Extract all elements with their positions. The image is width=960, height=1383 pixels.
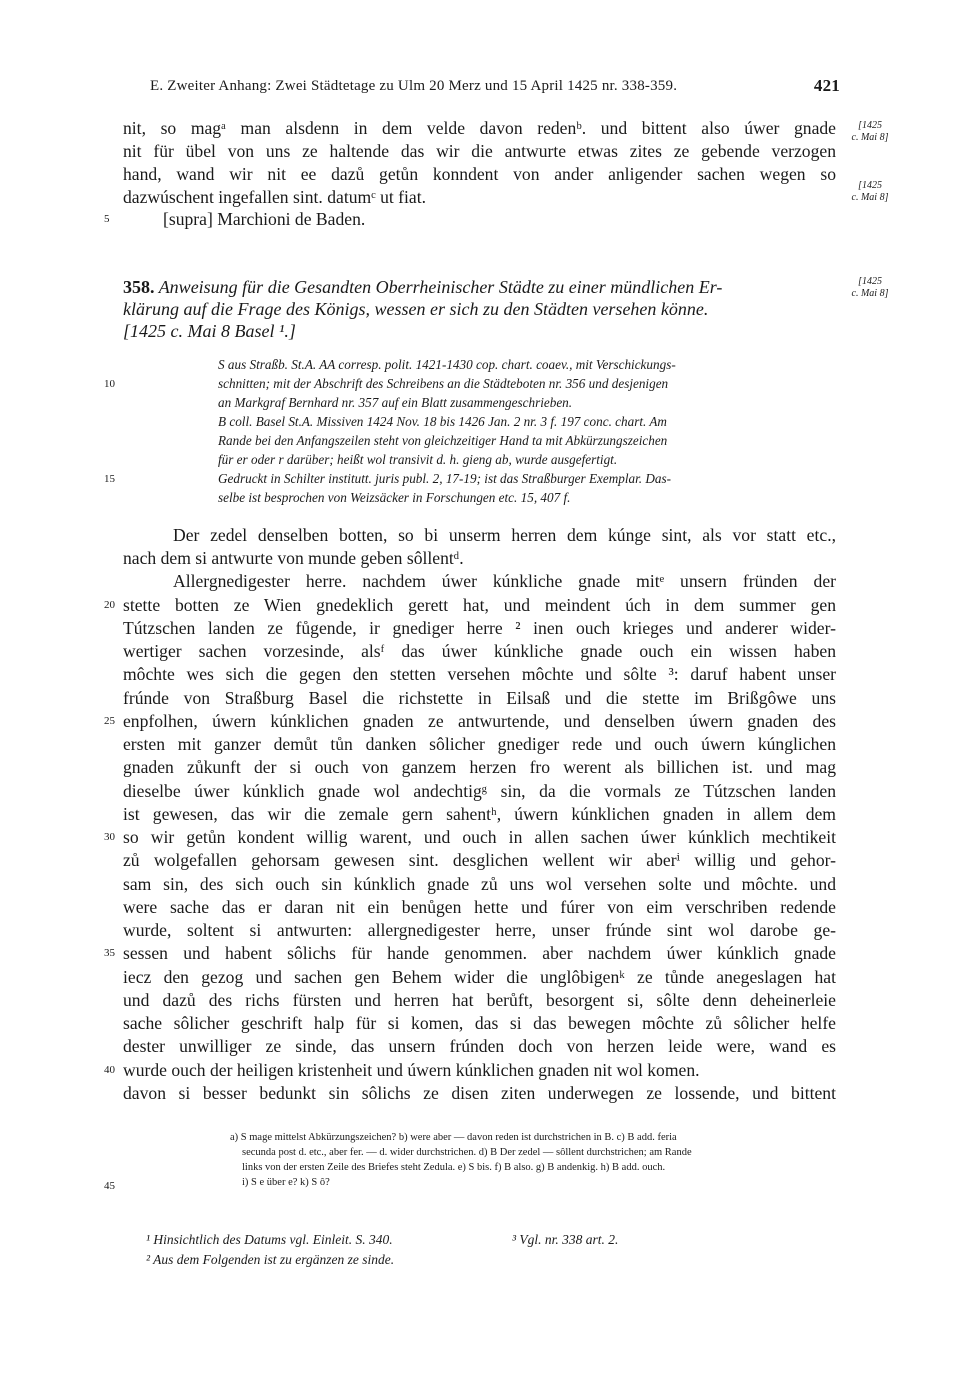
margin-date-day: c. Mai 8] [851,288,889,299]
line-number: 10 [104,378,115,390]
margin-date [840,120,900,144]
section-title-line [123,276,836,298]
body-line: gnaden zůkunft der si ouch von ganzem herzen fro werent als billichen ist. und mag [123,757,836,777]
body-line: were sache das er daran nit ein benůgen hette und fúrer von eim verschriben redende [123,897,836,917]
body-line: nach dem si antwurte von munde geben sôllentᵈ. [123,548,464,568]
variant-note: links von der ersten Zeile des Briefes steht Zedula. e) S bis. f) B also. g) B andenkig. h) B add. ouch. [242,1162,666,1173]
footnote: ³ Vgl. nr. 338 art. 2. [512,1232,619,1247]
body-line: wurde ouch der heiligen kristenheit und úwern kúnklichen gnaden nit wol komen. [123,1060,700,1080]
section-title-line: klärung auf die Frage des Königs, wessen er sich zu den Städten versehen könne. [123,299,709,319]
margin-date-day: c. Mai 8] [851,192,889,203]
text-line: dazwúschent ingefallen sint. datumᶜ ut fiat. [123,187,427,207]
body-line: und dazů des richs fürsten und herren hat berůft, besorgent si, sôlte denn deheinerleie [123,990,836,1010]
line-number: 30 [104,831,115,843]
body-line: Tútzschen landen ze fůgende, ir gnediger herre ² inen ouch krieges und anderer wider- [123,618,836,638]
source-line: für er oder r darüber; heißt wol transivit d. h. gieng ab, wurde ausgefertigt. [218,452,618,467]
body-line: frúnde von Straßburg Basel die richstette in Eilsaß und die stette im Brißgôwe uns [123,688,836,708]
running-title: E. Zweiter Anhang: Zwei Städtetage zu Ulm 20 Merz und 15 April 1425 nr. 338-359. [150,78,678,94]
footnote: ¹ Hinsichtlich des Datums vgl. Einleit. S. 340. [146,1232,393,1247]
source-line: Rande bei den Anfangszeilen steht von gleichzeitiger Hand ta mit Abkürzungszeichen [218,433,668,448]
source-line: B coll. Basel St.A. Missiven 1424 Nov. 18 bis 1426 Jan. 2 nr. 3 f. 197 conc. chart. Am [218,414,667,429]
margin-date [840,180,900,204]
body-line: enpfolhen, úwern kúnklichen gnaden ze antwurtende, und denselben úwern gnaden des [123,711,836,731]
body-line: ist gewesen, das wir die zemale gern sahentʰ, úwern kúnklichen gnaden in allem dem [123,804,836,824]
margin-date [840,276,900,300]
line-number: 20 [104,599,115,611]
line-number: 35 [104,947,115,959]
body-line: sam sin, des sich ouch sin kúnklich gnade zů uns wol versehen solte und môchte. und [123,874,836,894]
body-line: sessen und habent sôlichs für hande genommen. aber nachdem úwer kúnklich gnade [123,943,836,963]
variant-note: i) S e über e? k) S ô? [242,1177,330,1188]
body-line: Allergnedigester herre. nachdem úwer kúnkliche gnade mitᵉ unsern fründen der [173,571,836,591]
margin-date-year: [1425 [858,276,882,287]
line-number: 15 [104,473,115,485]
body-line: iecz den gezog und sachen gen Behem wider die unglôbigenᵏ ze tůnde anegeslagen hat [123,967,836,987]
source-line: Gedruckt in Schilter institutt. juris publ. 2, 17-19; ist das Straßburger Exemplar. Das- [218,471,671,486]
margin-date-year: [1425 [858,120,882,131]
margin-date-day: c. Mai 8] [851,132,889,143]
body-line: ersten mit ganzer demůt tůn danken sôlicher gnediger rede und ouch úwern kúnglichen [123,734,836,754]
line-number: 40 [104,1064,115,1076]
source-line: an Markgraf Bernhard nr. 357 auf ein Blatt zusammengeschrieben. [218,395,573,410]
footnote: ² Aus dem Folgenden ist zu ergänzen ze sinde. [146,1252,395,1267]
source-line: S aus Straßb. St.A. AA corresp. polit. 1421-1430 cop. chart. coaev., mit Verschickungs- [218,357,676,372]
section-title-text: Anweisung für die Gesandten Oberrheinischer Städte zu einer mündlichen Er- [158,277,723,297]
text-line: hand, wand wir nit ee dazů getůn konndent von ander anligender sachen wegen so [123,164,836,184]
body-line: môchte wes sich die gegen den stetten versehen môchte und sôlte ³: daruf habent unser [123,664,836,684]
section-number: 358. [123,277,155,297]
text-line: [supra] Marchioni de Baden. [163,209,366,229]
variant-note: secunda post d. etc., aber fer. — d. wider durchstrichen. d) B Der zedel — sôllent durchstrichen; am Rande [242,1147,692,1158]
page-number: 421 [813,76,840,95]
text-line: nit für übel von uns ze haltende das wir die antwurte etwas zites ze gebende verzogen [123,141,836,161]
body-line: sache sôlicher geschrift halp für si komen, das si das bewegen môchte zů sôlicher helfe [123,1013,836,1033]
variant-note: a) S mage mittelst Abkürzungszeichen? b) were aber — davon reden ist durchstrichen in B. c) B add. feria [230,1132,677,1143]
body-line: zů wolgefallen gehorsam gewesen sint. desglichen wellent wir aberⁱ willig und gehor- [123,850,836,870]
body-line: wurde, soltent si antwurten: allergnedigester herre, unser frúnde sint wol darobe ge- [123,920,836,940]
body-line: dester unwilliger ze sinde, das unsern frúnden doch von herzen leide were, wand es [123,1036,836,1056]
line-number: 5 [104,213,110,225]
body-line: dieselbe úwer kúnklich gnade wol andechtigᵍ sin, da die vormals ze Tútzschen landen [123,781,836,801]
body-line: so wir getůn kondent willig warent, und ouch in allen sachen úwer kúnklich mechtikeit [123,827,836,847]
line-number: 45 [104,1180,115,1192]
body-line: stette botten ze Wien gnedeklich gerett hat, und meindent úch in dem summer gen [123,595,836,615]
body-line: davon si besser bedunkt sin sôlichs ze disen ziten underwegen ze lossende, und bittent [123,1083,836,1103]
margin-date-year: [1425 [858,180,882,191]
body-line: wertiger sachen vorzesinde, alsᶠ das úwer kúnkliche gnade ouch ein wissen haben [123,641,836,661]
source-line: schnitten; mit der Abschrift des Schreibens an die Städteboten nr. 356 und desjenigen [218,376,669,391]
section-title-line: [1425 c. Mai 8 Basel ¹.] [123,321,296,341]
body-line: Der zedel denselben botten, so bi unserm herren dem kúnge sint, als vor statt etc., [173,525,836,545]
source-line: selbe ist besprochen von Weizsäcker in Forschungen etc. 15, 407 f. [218,490,571,505]
line-number: 25 [104,715,115,727]
running-header [150,78,840,95]
text-line: nit, so magᵃ man alsdenn in dem velde davon redenᵇ. und bittent also úwer gnade [123,118,836,138]
